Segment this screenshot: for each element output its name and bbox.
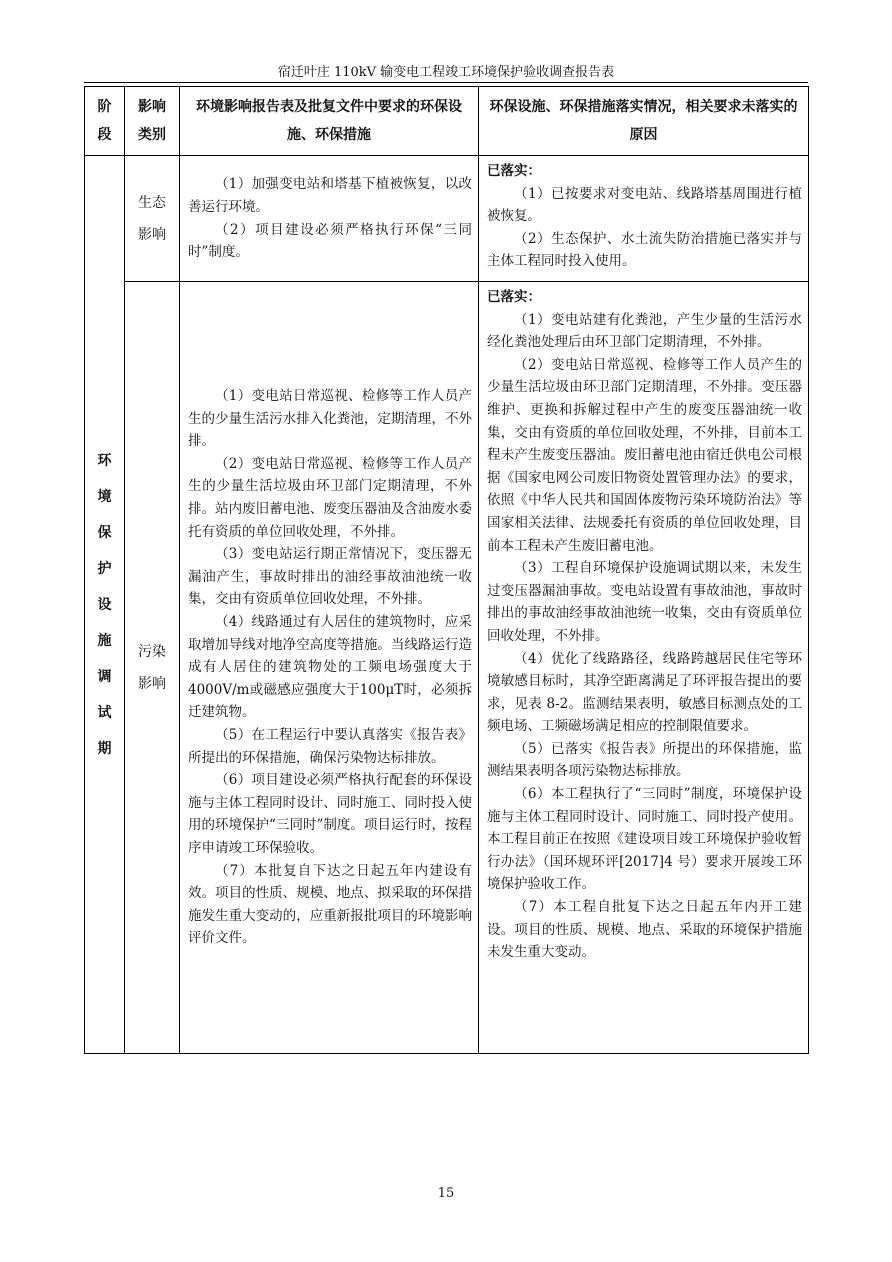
requirement-item: （4）线路通过有人居住的建筑物时，应采取增加导线对地净空高度等措施。当线路运行造成有人居住的建筑物处的工频电场强度大于4000V/m或磁感应强度大于100μT时，必须拆迁建筑物。	[188, 614, 472, 721]
category-line: 污染	[138, 643, 166, 660]
stage-char: 期	[97, 740, 112, 757]
requirement-item: （3）变电站运行期正常情况下，变压器无漏油产生，事故时排出的油经事故油池统一收集，交由有资质单位回收处理，不外排。	[188, 546, 472, 608]
requirements-text-ecology	[188, 173, 472, 263]
implementation-item: （6）本工程执行了“三同时”制度，环境保护设施与主体工程同时设计、同时施工、同时投产使用。本工程目前正在按照《建设项目竣工环境保护验收暂行办法》（国环规环评[2017]4 号）要求开展竣工环境保护验收工作。	[487, 786, 802, 893]
header-implementation: 环保设施、环保措施落实情况，相关要求未落实的原因	[479, 87, 809, 156]
stage-char: 试	[97, 704, 112, 721]
category-pollution	[125, 282, 180, 1054]
table-header-row	[85, 87, 809, 156]
stage-char: 调	[97, 668, 112, 685]
header-stage-line: 段	[97, 127, 112, 143]
implementation-text-pollution	[487, 309, 802, 964]
category-ecology	[125, 156, 180, 282]
implementation-ecology	[479, 156, 809, 282]
header-category-line: 影响	[138, 99, 166, 115]
category-line: 影响	[138, 226, 166, 243]
stage-char: 施	[97, 632, 112, 649]
header-stage-label	[89, 93, 120, 149]
requirements-pollution	[180, 282, 479, 1054]
header-requirements: 环境影响报告表及批复文件中要求的环保设施、环保措施	[180, 87, 479, 156]
implementation-lead-pollution: 已落实：	[487, 289, 541, 305]
requirements-ecology	[180, 156, 479, 282]
implementation-item: （1）变电站建有化粪池，产生少量的生活污水经化粪池处理后由环卫部门定期清理，不外排。	[487, 311, 802, 351]
implementation-item: （5）已落实《报告表》所提出的环保措施，监测结果表明各项污染物达标排放。	[487, 740, 802, 780]
requirement-item: （7）本批复自下达之日起五年内建设有效。项目的性质、规模、地点、拟采取的环保措施发生重大变动的，应重新报批项目的环境影响评价文件。	[188, 862, 472, 947]
requirement-item: （1）变电站日常巡视、检修等工作人员产生的少量生活污水排入化粪池，定期清理，不外排。	[188, 388, 472, 450]
implementation-item: （3）工程自环境保护设施调试期以来，未发生过变压器漏油事故。变电站设置有事故油池，事故时排出的事故油经事故油池统一收集，交由有资质单位回收处理，不外排。	[487, 560, 802, 644]
stage-char: 设	[97, 596, 112, 613]
implementation-item: （1）已按要求对变电站、线路塔基周围进行植被恢复。	[487, 185, 802, 225]
implementation-pollution	[479, 282, 809, 1054]
table-row-ecology	[85, 156, 809, 282]
implementation-item: （2）变电站日常巡视、检修等工作人员产生的少量生活垃圾由环卫部门定期清理，不外排。变压器维护、更换和拆解过程中产生的废变压器油统一收集，交由有资质的单位回收处理，不外排，目前本工程未产生废变压器油。废旧蓄电池由宿迁供电公司根据《国家电网公司废旧物资处置管理办法》的要求，依照《中华人民共和国固体废物污染环境防治法》等国家相关法律、法规委托有资质的单位回收处理，目前本工程未产生废旧蓄电池。	[487, 356, 802, 554]
stage-cell	[85, 156, 125, 1054]
implementation-item: （7）本工程自批复下达之日起五年内开工建设。项目的性质、规模、地点、采取的环境保护措施未发生重大变动。	[487, 899, 802, 961]
page-number: 15	[437, 1186, 455, 1201]
implementation-text-ecology	[487, 183, 802, 273]
stage-char: 环	[97, 452, 112, 469]
stage-char: 保	[97, 524, 112, 541]
requirements-text-pollution	[188, 385, 472, 950]
category-line: 生态	[138, 194, 166, 211]
implementation-lead-ecology: 已落实：	[487, 163, 541, 179]
table-row-pollution	[85, 282, 809, 1054]
implementation-item: （2）生态保护、水土流失防治措施已落实并与主体工程同时投入使用。	[487, 230, 802, 270]
requirement-item: （2）项目建设必须严格执行环保“三同时”制度。	[188, 221, 472, 261]
header-category-label	[129, 93, 175, 149]
header-stage-line: 阶	[97, 99, 112, 115]
header-category-line: 类别	[138, 127, 166, 143]
requirement-item: （6）项目建设必须严格执行配套的环保设施与主体工程同时设计、同时施工、同时投入使用的环境保护“三同时”制度。项目运行时，按程序申请竣工环保验收。	[188, 772, 472, 856]
implementation-item: （4）优化了线路路径，线路跨越居民住宅等环境敏感目标时，其净空距离满足了环评报告提出的要求，见表 8-2。监测结果表明，敏感目标测点处的工频电场、工频磁场满足相应的控制限值要求。	[487, 650, 802, 735]
category-label-ecology	[125, 187, 179, 251]
header-category	[125, 87, 180, 156]
category-line: 影响	[138, 675, 166, 692]
acceptance-table	[84, 86, 809, 1054]
requirement-item: （2）变电站日常巡视、检修等工作人员产生的少量生活垃圾由环卫部门定期清理，不外排。站内废旧蓄电池、废变压器油及含油废水委托有资质的单位回收处理，不外排。	[188, 455, 472, 540]
header-stage	[85, 87, 125, 156]
requirement-item: （5）在工程运行中要认真落实《报告表》所提出的环保措施，确保污染物达标排放。	[188, 726, 472, 766]
stage-label	[85, 443, 124, 767]
page-header: 宿迁叶庄 110kV 输变电工程竣工环境保护验收调查报告表	[277, 65, 615, 80]
requirement-item: （1）加强变电站和塔基下植被恢复，以改善运行环境。	[188, 176, 472, 215]
stage-char: 护	[97, 560, 112, 577]
header-rule	[84, 82, 808, 83]
stage-char: 境	[97, 488, 112, 505]
category-label-pollution	[125, 636, 179, 700]
